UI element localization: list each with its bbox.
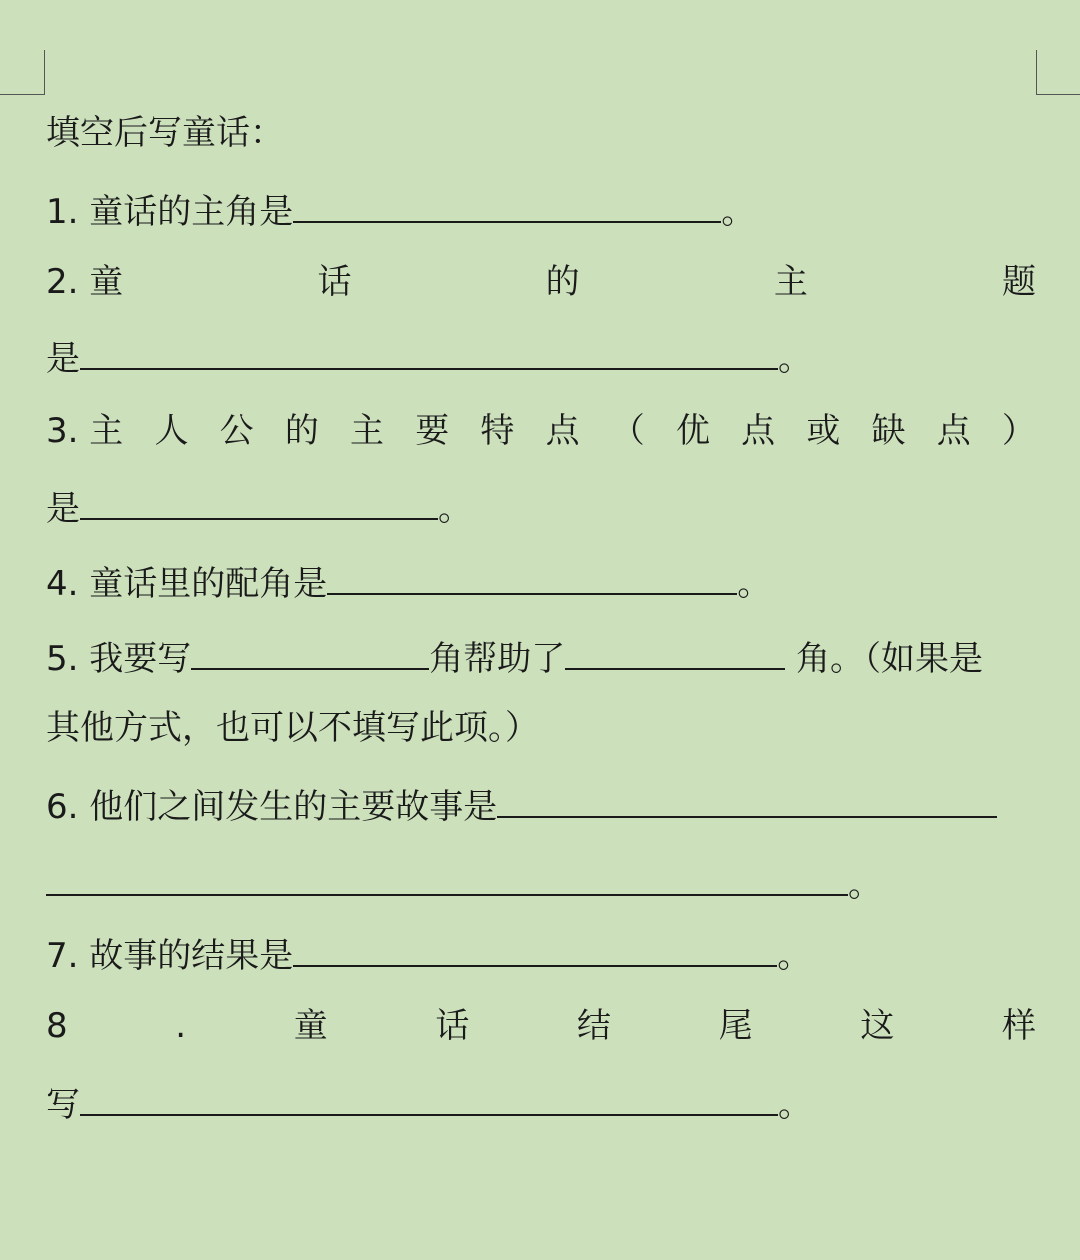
question-3-prompt-end: 是 <box>46 489 80 529</box>
question-8-char: . <box>175 1006 187 1046</box>
question-2-period: 。 <box>778 339 812 379</box>
question-7 <box>46 927 1036 977</box>
question-3-char: 人 <box>154 411 189 451</box>
question-3-blank[interactable] <box>80 480 438 520</box>
question-4 <box>46 555 1036 605</box>
question-5-prompt: 5. 我要写 <box>46 639 192 679</box>
question-3-line-1 <box>46 406 1036 456</box>
question-3-period: 。 <box>438 489 472 529</box>
question-3-char: 3. 主 <box>46 411 124 451</box>
question-8-prompt-end: 写 <box>46 1085 80 1125</box>
question-4-period: 。 <box>737 564 772 604</box>
question-2-blank[interactable] <box>80 330 778 370</box>
question-5-middle: 角帮助了 <box>429 639 566 679</box>
worksheet-title: 填空后写童话： <box>46 113 284 153</box>
question-2-prompt-end: 是 <box>46 339 80 379</box>
question-1-blank[interactable] <box>293 183 721 223</box>
question-3-char: 要 <box>415 411 450 451</box>
question-3-char: ） <box>1001 411 1036 451</box>
question-8-char: 这 <box>860 1006 895 1046</box>
question-7-prompt: 7. 故事的结果是 <box>46 936 294 976</box>
question-1-period: 。 <box>721 192 756 232</box>
question-3-char: 缺 <box>871 411 906 451</box>
question-6-period: 。 <box>848 865 882 905</box>
question-2-char: 题 <box>1002 262 1036 302</box>
corner-mark-top-left <box>0 50 45 95</box>
question-5-line-1 <box>46 630 1036 680</box>
question-5-blank-1[interactable] <box>191 630 429 670</box>
question-3-char: 主 <box>350 411 384 451</box>
question-3-line-2 <box>46 480 1036 530</box>
question-8-char: 童 <box>293 1006 328 1046</box>
question-6-line-1 <box>46 778 1036 828</box>
question-1 <box>46 183 1036 233</box>
question-3-char: 特 <box>480 411 515 451</box>
question-3-char: 点 <box>936 411 971 451</box>
question-6-blank-1[interactable] <box>497 778 997 818</box>
question-3-char: 优 <box>675 411 710 451</box>
question-3-char: 点 <box>545 411 580 451</box>
question-3-char: 点 <box>741 411 776 451</box>
question-6-line-2 <box>46 856 1036 906</box>
question-5-line-2: 其他方式，也可以不填写此项。） <box>46 708 539 748</box>
question-8-char: 8 <box>46 1006 68 1046</box>
question-2-line-2 <box>46 330 1036 380</box>
question-4-blank[interactable] <box>327 555 737 595</box>
question-7-period: 。 <box>777 936 812 976</box>
question-3-char: 或 <box>806 411 841 451</box>
question-2-char: 2. 童 <box>46 262 124 302</box>
question-8-char: 结 <box>577 1006 612 1046</box>
question-6-prompt: 6. 他们之间发生的主要故事是 <box>46 787 498 827</box>
question-8-line-2 <box>46 1076 1036 1126</box>
question-8-line-1 <box>46 1001 1036 1051</box>
question-4-prompt: 4. 童话里的配角是 <box>46 564 328 604</box>
question-2-char: 主 <box>773 262 808 302</box>
question-1-prompt: 1. 童话的主角是 <box>46 192 294 232</box>
question-8-blank[interactable] <box>80 1076 778 1116</box>
question-6-blank-2[interactable] <box>46 856 848 896</box>
question-5-blank-2[interactable] <box>565 630 785 670</box>
question-3-char: 的 <box>284 411 319 451</box>
question-2-line-1 <box>46 257 1036 307</box>
question-8-char: 话 <box>435 1006 470 1046</box>
question-5-suffix: 角。（如果是 <box>785 639 984 679</box>
question-3-char: 公 <box>219 411 254 451</box>
question-8-char: 样 <box>1001 1006 1036 1046</box>
question-8-char: 尾 <box>718 1006 753 1046</box>
question-3-char: （ <box>610 411 645 451</box>
question-7-blank[interactable] <box>293 927 777 967</box>
question-2-char: 话 <box>317 262 352 302</box>
question-2-char: 的 <box>545 262 580 302</box>
corner-mark-top-right <box>1036 50 1080 95</box>
question-8-period: 。 <box>778 1085 812 1125</box>
